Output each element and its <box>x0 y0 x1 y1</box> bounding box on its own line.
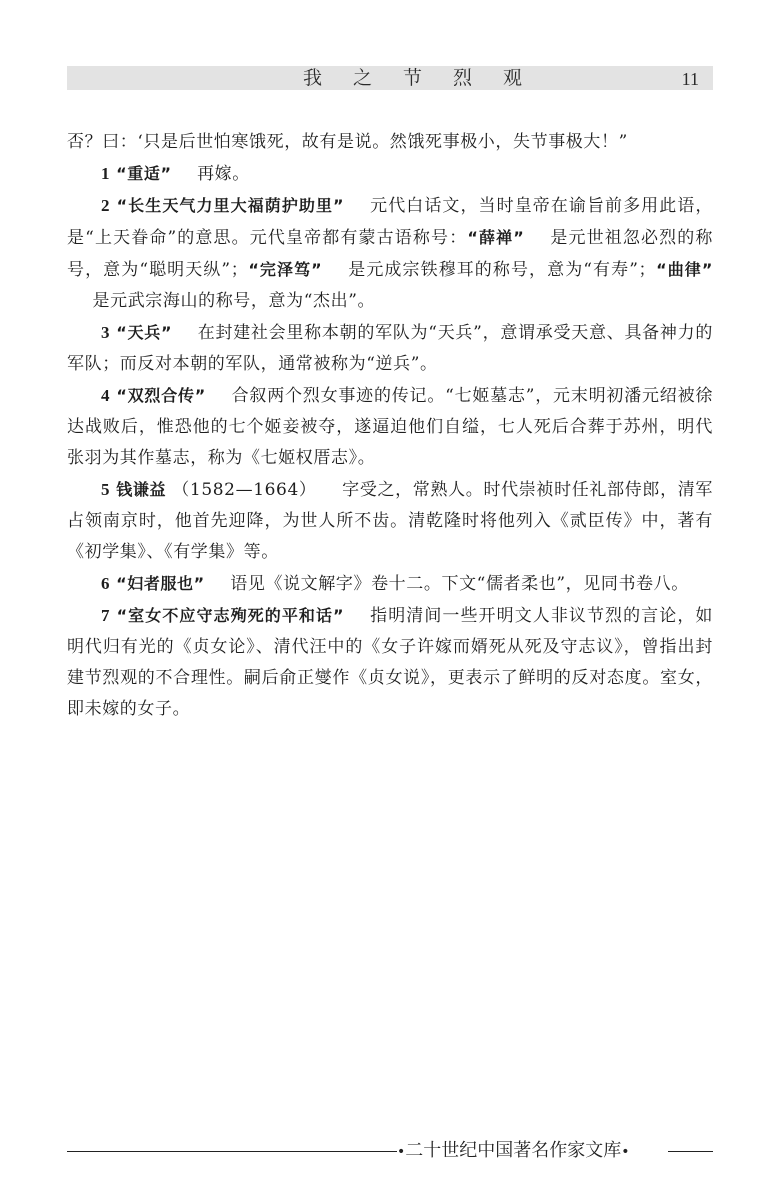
footnote-number: 7 <box>101 606 111 625</box>
footnote-1 <box>67 158 713 190</box>
footnote-7 <box>67 600 713 725</box>
footnote-text: 再嫁。 <box>197 164 250 184</box>
footnote-term: “曲律” <box>656 260 713 279</box>
footnote-years: （1582—1664） <box>172 480 317 500</box>
footer-bullet-icon: • <box>397 1144 406 1160</box>
footnote-text: 语见《说文解字》卷十二。下文“儒者柔也”，见同书卷八。 <box>230 574 689 594</box>
footnote-text: 在封建社会里称本朝的军队为“天兵”，意谓承受天意、具备神力的军队；而反对本朝的军队，通常被称为“逆兵”。 <box>67 323 713 374</box>
footnote-term: “室女不应守志殉死的平和话” <box>116 606 345 625</box>
footnote-number: 1 <box>101 164 111 183</box>
footnote-term: “长生天气力里大福荫护助里” <box>116 196 345 215</box>
footer-series-title <box>397 1138 630 1164</box>
page-body <box>67 127 713 725</box>
footnote-4 <box>67 380 713 474</box>
footnote-text: 是元成宗铁穆耳的称号，意为“有寿”； <box>347 260 657 280</box>
page-title: 我之节烈观 <box>303 67 554 89</box>
footnote-number: 2 <box>101 196 111 215</box>
footnote-text: 指明清间一些开明文人非议节烈的言论，如明代归有光的《贞女论》、清代汪中的《女子许嫁而婿死从死及守志议》，曾指出封建节烈观的不合理性。嗣后俞正燮作《贞女说》，更表示了鲜明的反对态度。室女，即未嫁的女子。 <box>67 606 713 719</box>
footer-bullet-icon: • <box>621 1144 630 1160</box>
footnote-term: 钱谦益 <box>116 480 167 499</box>
footnote-text: 元代白话文，当时皇帝在谕旨前多用此语，是“上天眷命”的意思。元代皇帝都有蒙古语称号： <box>67 196 713 248</box>
footnote-text: 合叙两个烈女事迹的传记。“七姬墓志”，元末明初潘元绍被徐达战败后，惟恐他的七个姬妾被夺，遂逼迫他们自缢，七人死后合葬于苏州，明代张羽为其作墓志，称为《七姬权厝志》。 <box>67 386 713 468</box>
footer-rule-left <box>67 1151 397 1152</box>
footnote-term: “完泽笃” <box>248 260 323 279</box>
footnote-number: 6 <box>101 574 111 593</box>
footnote-number: 5 <box>101 480 111 499</box>
footnote-3 <box>67 317 713 380</box>
footnote-term: “天兵” <box>116 323 173 342</box>
footnote-text: 字受之，常熟人。时代崇祯时任礼部侍郎，清军占领南京时，他首先迎降，为世人所不齿。清乾隆时将他列入《贰臣传》中，著有《初学集》、《有学集》等。 <box>67 480 713 562</box>
intro-paragraph: 否？曰：‘只是后世怕寒饿死，故有是说。然饿死事极小，失节事极大！” <box>67 132 628 152</box>
footnote-term: “重适” <box>116 164 172 183</box>
page-number: 11 <box>681 69 699 89</box>
footnote-5 <box>67 474 713 568</box>
running-header <box>67 66 713 90</box>
footnote-text: 是元武宗海山的称号，意为“杰出”。 <box>92 291 376 311</box>
footnote-term: “薛禅” <box>467 228 525 247</box>
footnote-term: “妇者服也” <box>116 574 205 593</box>
footnote-number: 3 <box>101 323 111 342</box>
footnote-2 <box>67 190 713 317</box>
footnote-term: “双烈合传” <box>116 386 206 405</box>
footnote-6 <box>67 568 713 600</box>
footer-rule-right <box>668 1151 713 1152</box>
footer-series-label: 二十世纪中国著名作家文库 <box>405 1140 622 1161</box>
footnote-number: 4 <box>101 386 111 405</box>
footnote-text: 是元世祖忽必烈的称号，意为“聪明天纵”； <box>67 228 713 280</box>
